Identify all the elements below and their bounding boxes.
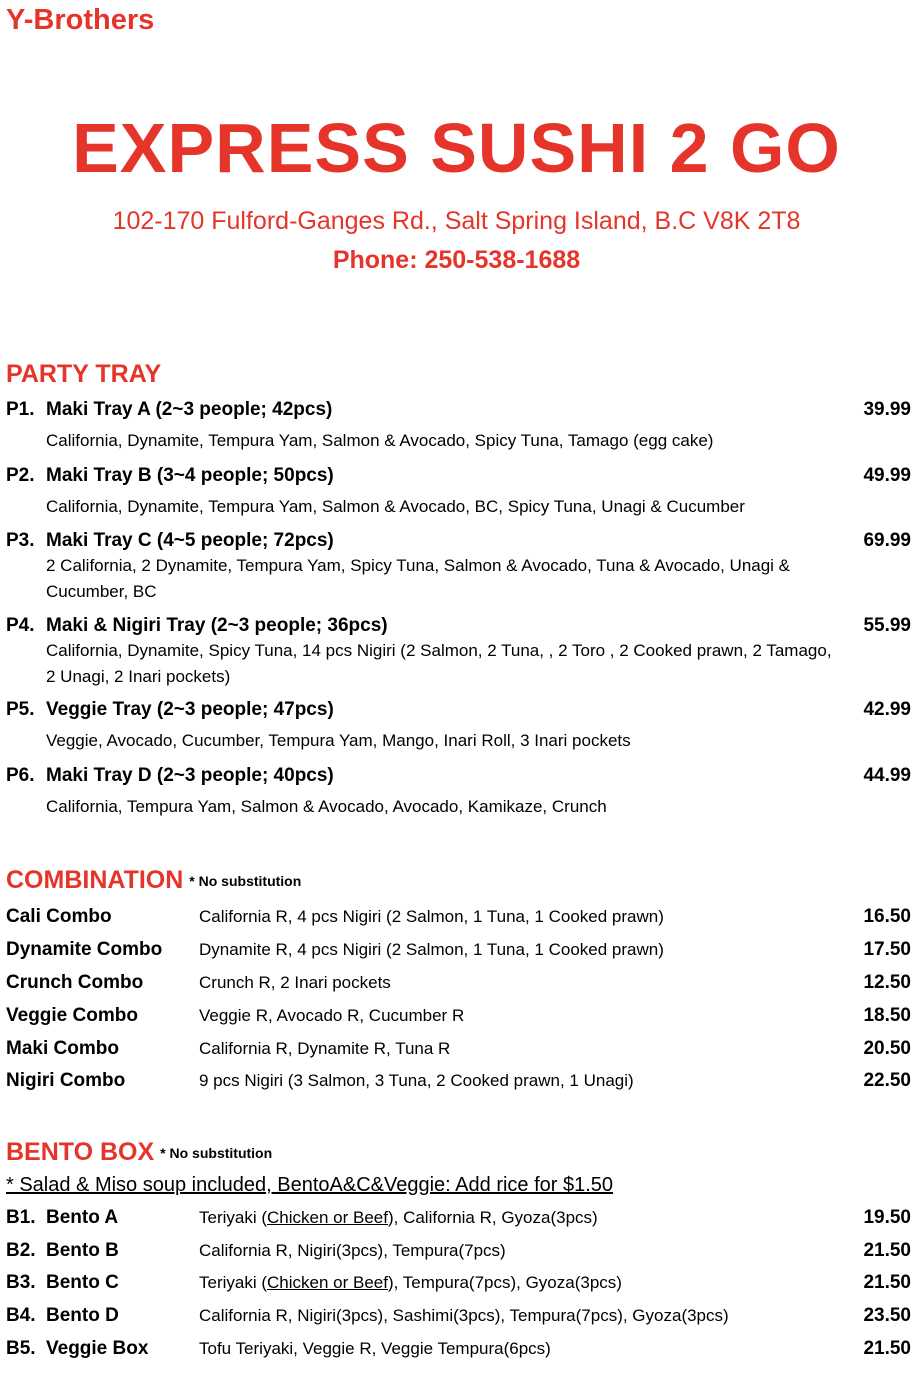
phone: Phone: 250-538-1688 bbox=[332, 246, 581, 274]
item-price: 39.99 bbox=[863, 399, 911, 420]
item-price: 44.99 bbox=[863, 765, 911, 786]
bento-name: Bento A bbox=[46, 1207, 119, 1228]
combo-price: 17.50 bbox=[863, 939, 911, 960]
item-description: California, Dynamite, Tempura Yam, Salmon & Avocado, BC, Spicy Tuna, Unagi & Cucumber bbox=[46, 497, 745, 516]
section-title-party-tray: PARTY TRAY bbox=[6, 360, 162, 388]
bento-price: 23.50 bbox=[863, 1305, 911, 1326]
page-title: EXPRESS SUSHI 2 GO bbox=[72, 109, 841, 187]
bento-name: Bento C bbox=[46, 1272, 119, 1293]
combo-name: Maki Combo bbox=[6, 1038, 119, 1059]
combination-note: * No substitution bbox=[189, 873, 302, 890]
bento-title: BENTO BOX bbox=[6, 1138, 155, 1166]
item-description: California, Dynamite, Spicy Tuna, 14 pcs Nigiri (2 Salmon, 2 Tuna, , 2 Toro , 2 Cooked prawn, 2 Tamago, 2 Unagi, 2 Inari pockets) bbox=[46, 641, 832, 686]
combo-price: 16.50 bbox=[863, 906, 911, 927]
bento-description: Teriyaki (Chicken or Beef), Tempura(7pcs), Gyoza(3pcs) bbox=[199, 1273, 622, 1292]
tray-item-p4 bbox=[6, 614, 911, 690]
item-name: Maki Tray B (3~4 people; 50pcs) bbox=[46, 465, 334, 486]
bento-subnote: * Salad & Miso soup included, BentoA&C&Veggie: Add rice for $1.50 bbox=[6, 1174, 614, 1196]
bento-code: B3. bbox=[6, 1272, 36, 1293]
combo-row-dynamite bbox=[6, 936, 911, 964]
combo-name: Dynamite Combo bbox=[6, 939, 163, 960]
item-code: P5. bbox=[6, 699, 35, 720]
bento-description: California R, Nigiri(3pcs), Tempura(7pcs) bbox=[199, 1241, 506, 1260]
bento-row-b1 bbox=[6, 1204, 911, 1232]
combo-row-veggie bbox=[6, 1002, 911, 1030]
item-code: P4. bbox=[6, 615, 35, 636]
item-description: California, Dynamite, Tempura Yam, Salmon & Avocado, Spicy Tuna, Tamago (egg cake) bbox=[46, 431, 714, 450]
bento-code: B1. bbox=[6, 1207, 36, 1228]
tray-item-p6 bbox=[6, 764, 911, 820]
item-name: Maki Tray A (2~3 people; 42pcs) bbox=[46, 399, 333, 420]
combo-row-maki bbox=[6, 1035, 911, 1063]
item-price: 55.99 bbox=[863, 615, 911, 636]
combo-price: 22.50 bbox=[863, 1070, 911, 1091]
item-price: 69.99 bbox=[863, 530, 911, 551]
item-name: Maki Tray C (4~5 people; 72pcs) bbox=[46, 530, 334, 551]
bento-code: B2. bbox=[6, 1240, 36, 1261]
combo-price: 12.50 bbox=[863, 972, 911, 993]
bento-row-b4 bbox=[6, 1302, 911, 1330]
combo-row-crunch bbox=[6, 969, 911, 997]
item-code: P6. bbox=[6, 765, 35, 786]
bento-name: Bento D bbox=[46, 1305, 119, 1326]
combo-row-cali bbox=[6, 903, 911, 931]
bento-note: * No substitution bbox=[160, 1145, 273, 1162]
item-code: P3. bbox=[6, 530, 35, 551]
bento-price: 21.50 bbox=[863, 1338, 911, 1359]
combo-row-nigiri bbox=[6, 1067, 911, 1095]
bento-name: Veggie Box bbox=[46, 1338, 149, 1359]
item-name: Veggie Tray (2~3 people; 47pcs) bbox=[46, 699, 334, 720]
item-description: California, Tempura Yam, Salmon & Avocado, Avocado, Kamikaze, Crunch bbox=[46, 797, 607, 816]
item-name: Maki Tray D (2~3 people; 40pcs) bbox=[46, 765, 334, 786]
bento-name: Bento B bbox=[46, 1240, 119, 1261]
bento-row-b5 bbox=[6, 1335, 911, 1363]
combo-description: Crunch R, 2 Inari pockets bbox=[199, 973, 391, 992]
bento-price: 19.50 bbox=[863, 1207, 911, 1228]
combo-description: Dynamite R, 4 pcs Nigiri (2 Salmon, 1 Tuna, 1 Cooked prawn) bbox=[199, 940, 664, 959]
tray-item-p1 bbox=[6, 398, 911, 454]
combo-price: 20.50 bbox=[863, 1038, 911, 1059]
bento-description: California R, Nigiri(3pcs), Sashimi(3pcs), Tempura(7pcs), Gyoza(3pcs) bbox=[199, 1306, 729, 1325]
item-description: 2 California, 2 Dynamite, Tempura Yam, Spicy Tuna, Salmon & Avocado, Tuna & Avocado, Unagi & Cucumber, BC bbox=[46, 556, 791, 601]
item-code: P2. bbox=[6, 465, 35, 486]
combo-name: Nigiri Combo bbox=[6, 1070, 126, 1091]
combo-description: California R, 4 pcs Nigiri (2 Salmon, 1 Tuna, 1 Cooked prawn) bbox=[199, 907, 664, 926]
combo-description: California R, Dynamite R, Tuna R bbox=[199, 1039, 451, 1058]
section-title-bento bbox=[6, 1138, 272, 1167]
bento-description: Teriyaki (Chicken or Beef), California R, Gyoza(3pcs) bbox=[199, 1208, 598, 1227]
combo-name: Cali Combo bbox=[6, 906, 112, 927]
item-code: P1. bbox=[6, 399, 35, 420]
section-title-combination bbox=[6, 866, 301, 895]
address: 102-170 Fulford-Ganges Rd., Salt Spring Island, B.C V8K 2T8 bbox=[112, 207, 801, 235]
bento-code: B4. bbox=[6, 1305, 36, 1326]
bento-description: Tofu Teriyaki, Veggie R, Veggie Tempura(6pcs) bbox=[199, 1339, 551, 1358]
combo-price: 18.50 bbox=[863, 1005, 911, 1026]
combo-name: Crunch Combo bbox=[6, 972, 144, 993]
item-price: 49.99 bbox=[863, 465, 911, 486]
item-price: 42.99 bbox=[863, 699, 911, 720]
tray-item-p5 bbox=[6, 698, 911, 754]
tray-item-p2 bbox=[6, 464, 911, 520]
item-name: Maki & Nigiri Tray (2~3 people; 36pcs) bbox=[46, 615, 388, 636]
combo-name: Veggie Combo bbox=[6, 1005, 138, 1026]
combo-description: Veggie R, Avocado R, Cucumber R bbox=[199, 1006, 465, 1025]
combination-title: COMBINATION bbox=[6, 866, 184, 894]
bento-price: 21.50 bbox=[863, 1272, 911, 1293]
bento-row-b3 bbox=[6, 1269, 911, 1297]
bento-code: B5. bbox=[6, 1338, 36, 1359]
brand-name: Y-Brothers bbox=[6, 4, 155, 36]
bento-price: 21.50 bbox=[863, 1240, 911, 1261]
combo-description: 9 pcs Nigiri (3 Salmon, 3 Tuna, 2 Cooked prawn, 1 Unagi) bbox=[199, 1071, 634, 1090]
bento-row-b2 bbox=[6, 1237, 911, 1265]
item-description: Veggie, Avocado, Cucumber, Tempura Yam, Mango, Inari Roll, 3 Inari pockets bbox=[46, 731, 631, 750]
tray-item-p3 bbox=[6, 529, 911, 605]
